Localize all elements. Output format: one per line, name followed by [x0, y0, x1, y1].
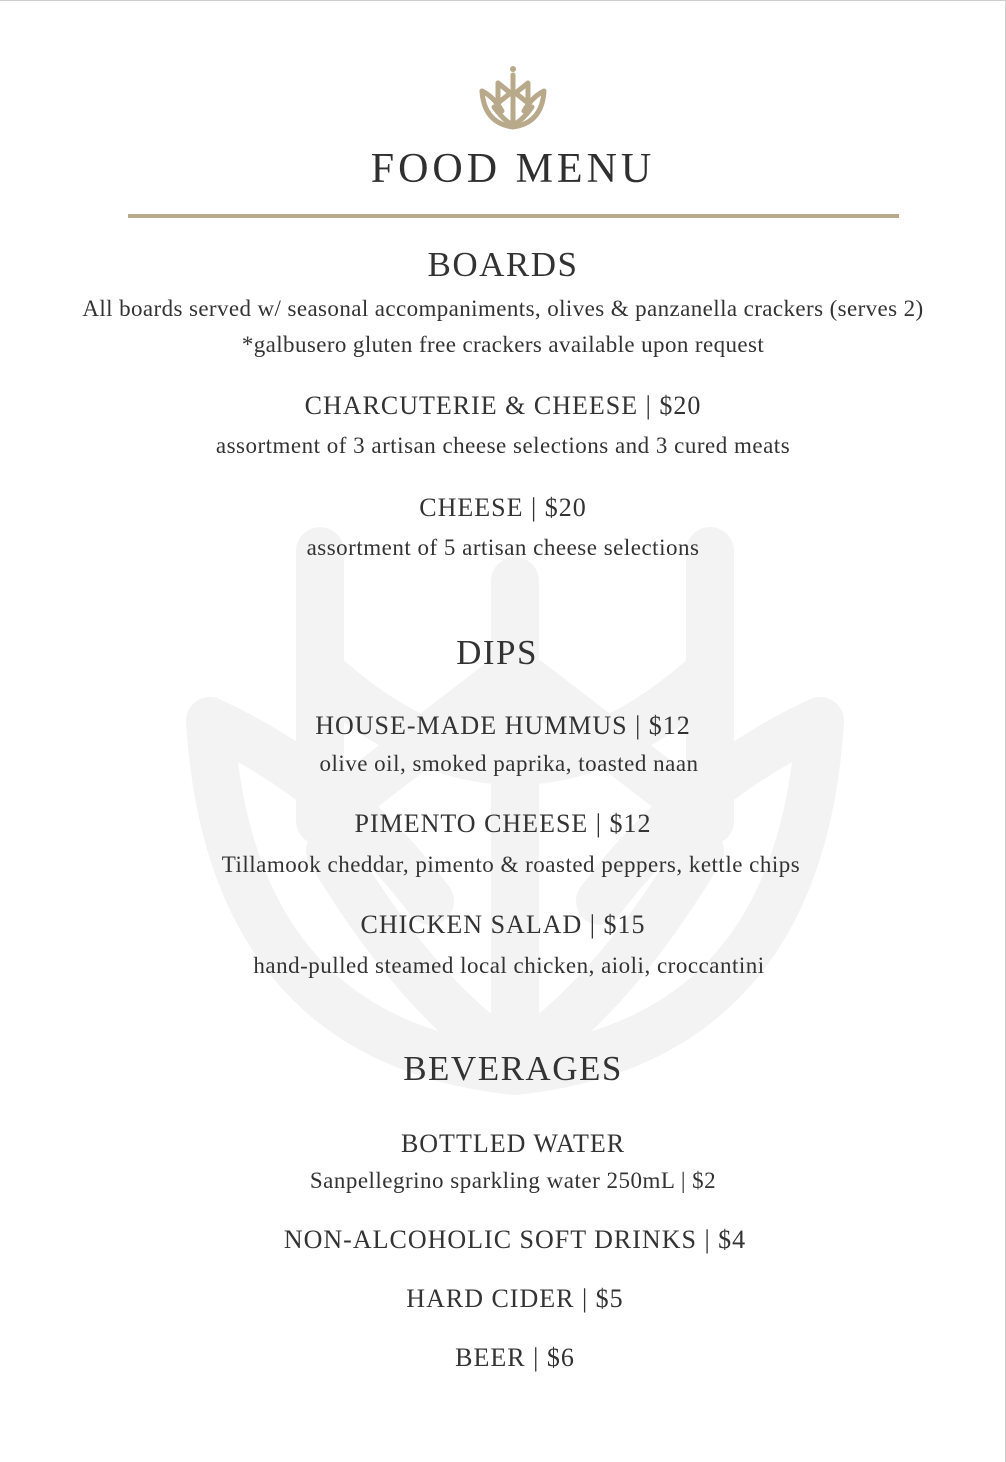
menu-item-title: BOTTLED WATER	[400, 1129, 626, 1158]
menu-item-title: PIMENTO CHEESE | $12	[354, 809, 652, 838]
page-title: FOOD MENU	[370, 146, 656, 192]
menu-item-description: Tillamook cheddar, pimento & roasted peppers, kettle chips	[221, 852, 801, 877]
menu-item-title: HOUSE-MADE HUMMUS | $12	[315, 711, 691, 740]
menu-item-title: CHARCUTERIE & CHEESE | $20	[304, 391, 702, 420]
menu-item-title: BEER | $6	[455, 1343, 575, 1372]
menu-item-description: Sanpellegrino sparkling water 250mL | $2	[309, 1168, 717, 1193]
menu-item-description: olive oil, smoked paprika, toasted naan	[319, 751, 699, 776]
section-heading-boards: BOARDS	[427, 245, 579, 284]
menu-item-title: CHEESE | $20	[419, 493, 587, 522]
menu-item-description: assortment of 3 artisan cheese selections and 3 cured meats	[215, 433, 791, 458]
section-heading-dips: DIPS	[456, 633, 538, 672]
lotus-icon	[476, 63, 550, 133]
boards-gluten-free-note: *galbusero gluten free crackers available upon request	[241, 332, 765, 357]
menu-item-description: hand-pulled steamed local chicken, aioli, croccantini	[253, 953, 765, 978]
divider	[128, 214, 899, 218]
menu-item-description: assortment of 5 artisan cheese selections	[306, 535, 700, 560]
section-heading-beverages: BEVERAGES	[403, 1049, 623, 1088]
menu-item-title: HARD CIDER | $5	[406, 1284, 624, 1313]
menu-item-title: NON-ALCOHOLIC SOFT DRINKS | $4	[283, 1225, 747, 1254]
boards-note: All boards served w/ seasonal accompaniments, olives & panzanella crackers (serves 2)	[82, 296, 924, 321]
menu-item-title: CHICKEN SALAD | $15	[360, 910, 646, 939]
